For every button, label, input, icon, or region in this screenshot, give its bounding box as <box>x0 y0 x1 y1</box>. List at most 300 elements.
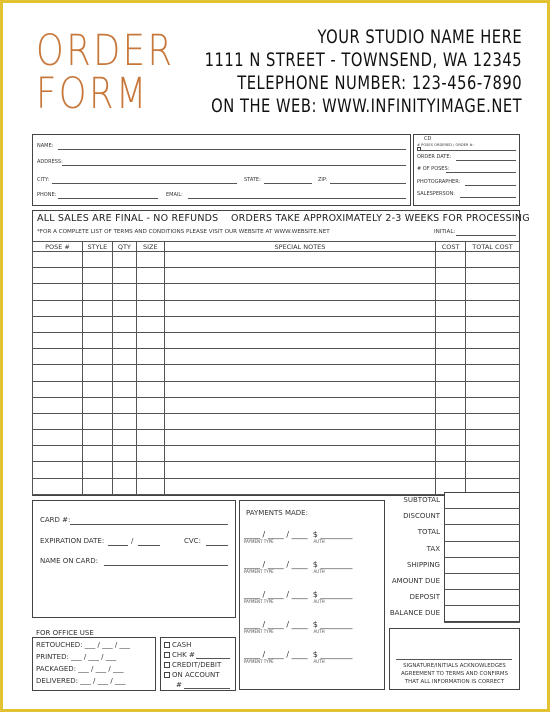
table-cell[interactable] <box>112 446 136 462</box>
summary-label: TOTAL <box>417 528 440 537</box>
table-cell[interactable] <box>436 332 466 348</box>
payment-date-year[interactable]: ____ <box>289 560 313 569</box>
table-cell[interactable] <box>136 284 164 300</box>
office-date-year[interactable]: ___ <box>119 641 130 649</box>
payment-type-label: PAYMENT TYPE <box>244 599 274 604</box>
office-date-sep-2: / <box>110 677 113 685</box>
table-cell[interactable] <box>112 332 136 348</box>
payment-date-sep-1: / <box>262 650 266 659</box>
summary-label: SUBTOTAL <box>403 496 440 504</box>
payment-row <box>244 530 384 544</box>
summary-value-field[interactable] <box>444 541 520 542</box>
payment-auth-label: AUTH <box>313 629 325 634</box>
table-cell[interactable] <box>466 252 520 268</box>
table-cell[interactable] <box>164 478 435 494</box>
payment-date-day[interactable]: ____ <box>265 620 287 629</box>
office-date-sep-2: / <box>114 641 118 649</box>
processing-notice: ORDERS TAKE APPROXIMATELY 2-3 WEEKS FOR PROCESSING <box>231 213 530 224</box>
payment-row <box>244 560 384 574</box>
office-row-label: RETOUCHED: <box>36 641 83 649</box>
table-cell[interactable] <box>33 446 83 462</box>
table-cell[interactable] <box>112 397 136 413</box>
state-field[interactable] <box>264 183 312 184</box>
office-row <box>36 665 123 674</box>
table-cell[interactable] <box>112 365 136 381</box>
payment-date-month[interactable]: ____ <box>244 650 263 659</box>
table-cell[interactable] <box>82 316 112 332</box>
table-cell[interactable] <box>466 268 520 284</box>
zip-label: ZIP: <box>318 177 328 183</box>
account-option[interactable] <box>164 671 220 680</box>
payment-auth-label: AUTH <box>313 539 325 544</box>
summary-label: DEPOSIT <box>409 593 440 602</box>
table-row <box>33 365 520 381</box>
table-cell[interactable] <box>33 478 83 494</box>
poses-ordered-label: # POSES ORDERED / ORDER #: <box>417 143 474 147</box>
office-date-day[interactable]: ___ <box>88 653 99 661</box>
table-cell[interactable] <box>136 316 164 332</box>
col-header-pose: POSE # <box>33 242 83 252</box>
payment-dollar-sign: $ <box>312 650 318 659</box>
payment-type-label: PAYMENT TYPE <box>244 659 274 664</box>
table-cell[interactable] <box>82 430 112 446</box>
table-cell[interactable] <box>112 268 136 284</box>
table-cell[interactable] <box>112 349 136 365</box>
table-cell[interactable] <box>112 300 136 316</box>
table-cell[interactable] <box>466 316 520 332</box>
payment-date-day[interactable]: ____ <box>265 650 287 659</box>
table-cell[interactable] <box>136 413 164 429</box>
payment-date-sep-2: / <box>286 530 290 539</box>
table-cell[interactable] <box>33 365 83 381</box>
summary-label: AMOUNT DUE <box>391 577 440 585</box>
email-field[interactable] <box>188 198 406 199</box>
payment-auth-label: AUTH <box>313 569 325 574</box>
payment-type-label: PAYMENT TYPE <box>244 629 274 634</box>
payment-dollar-sign: $ <box>312 590 318 599</box>
table-cell[interactable] <box>164 316 435 332</box>
num-poses-label: # OF POSES: <box>417 166 450 172</box>
table-cell[interactable] <box>466 430 520 446</box>
phone-field[interactable] <box>58 198 158 199</box>
table-row <box>33 413 520 429</box>
account-label: ON ACCOUNT <box>172 671 220 679</box>
signature-notice-line-1: SIGNATURE/INITIALS ACKNOWLEDGES <box>403 663 506 669</box>
table-cell[interactable] <box>466 284 520 300</box>
table-row <box>33 300 520 316</box>
table-cell[interactable] <box>33 284 83 300</box>
payment-date-line[interactable] <box>244 620 384 629</box>
studio-telephone: TELEPHONE NUMBER: 123-456-7890 <box>237 72 522 94</box>
cash-checkbox[interactable] <box>164 642 170 648</box>
table-cell[interactable] <box>164 397 435 413</box>
table-cell[interactable] <box>136 300 164 316</box>
initial-field[interactable] <box>456 235 516 236</box>
payment-date-sep-2: / <box>286 620 290 629</box>
office-date-sep-1: / <box>97 641 100 649</box>
table-cell[interactable] <box>164 252 435 268</box>
table-cell[interactable] <box>82 332 112 348</box>
table-cell[interactable] <box>82 397 112 413</box>
payment-date-sep-2: / <box>286 560 290 569</box>
studio-web: ON THE WEB: WWW.INFINITYIMAGE.NET <box>211 95 523 117</box>
table-cell[interactable] <box>33 381 83 397</box>
title-line-1: ORDER <box>36 26 175 76</box>
table-cell[interactable] <box>82 381 112 397</box>
col-header-qty: QTY <box>112 242 136 252</box>
table-cell[interactable] <box>82 284 112 300</box>
office-date-sep-2: / <box>101 653 104 661</box>
customer-info-box <box>32 134 411 206</box>
table-cell[interactable] <box>112 381 136 397</box>
summary-label: BALANCE DUE <box>389 609 440 618</box>
table-cell[interactable] <box>82 413 112 429</box>
payment-amount-field[interactable]: ________ <box>317 650 353 659</box>
table-row <box>33 268 520 284</box>
exp-sep: / <box>131 537 134 545</box>
salesperson-label: SALESPERSON: <box>417 191 455 197</box>
table-cell[interactable] <box>164 332 435 348</box>
table-cell[interactable] <box>136 365 164 381</box>
table-row <box>33 332 520 348</box>
table-cell[interactable] <box>466 413 520 429</box>
table-cell[interactable] <box>136 446 164 462</box>
summary-value-field[interactable] <box>444 524 520 525</box>
order-date-label: ORDER DATE: <box>417 154 452 160</box>
title-line-2: FORM <box>36 69 149 119</box>
table-cell[interactable] <box>33 332 83 348</box>
signature-notice-line-3: THAT ALL INFORMATION IS CORRECT <box>404 679 505 685</box>
table-cell[interactable] <box>33 349 83 365</box>
table-header-row <box>33 242 520 252</box>
payment-sub-labels <box>244 629 384 634</box>
summary-value-field[interactable] <box>444 508 520 509</box>
payment-date-line[interactable] <box>244 560 384 569</box>
payment-date-month[interactable]: ____ <box>244 590 263 599</box>
table-cell[interactable] <box>466 397 520 413</box>
email-label: EMAIL: <box>166 192 183 198</box>
payment-sub-labels <box>244 599 384 604</box>
name-field[interactable] <box>58 149 406 150</box>
table-cell[interactable] <box>82 268 112 284</box>
table-row <box>33 381 520 397</box>
office-date-day[interactable]: ___ <box>95 665 107 673</box>
name-on-card-field[interactable] <box>104 565 228 566</box>
office-date-sep-2: / <box>108 665 111 673</box>
table-row <box>33 349 520 365</box>
table-cell[interactable] <box>82 365 112 381</box>
studio-info <box>153 26 522 118</box>
table-cell[interactable] <box>436 462 466 478</box>
summary-value-field[interactable] <box>444 589 520 590</box>
order-date-field[interactable] <box>456 160 516 161</box>
payment-dollar-sign: $ <box>312 620 318 629</box>
payment-sub-labels <box>244 659 384 664</box>
payment-amount-field[interactable]: ________ <box>317 590 353 599</box>
table-cell[interactable] <box>136 462 164 478</box>
table-cell[interactable] <box>112 284 136 300</box>
office-row-label: DELIVERED: <box>36 677 79 685</box>
salesperson-field[interactable] <box>460 197 516 198</box>
table-cell[interactable] <box>436 430 466 446</box>
office-date-month[interactable]: ___ <box>84 641 96 649</box>
payment-date-day[interactable]: ____ <box>265 590 287 599</box>
table-cell[interactable] <box>164 284 435 300</box>
city-label: CITY: <box>37 177 50 183</box>
payment-date-line[interactable] <box>244 650 384 659</box>
table-row <box>33 430 520 446</box>
payment-date-line[interactable] <box>244 530 384 539</box>
table-row <box>33 397 520 413</box>
table-cell[interactable] <box>164 430 435 446</box>
summary-label: SHIPPING <box>407 560 440 569</box>
table-cell[interactable] <box>82 446 112 462</box>
table-cell[interactable] <box>436 349 466 365</box>
order-items-table <box>32 241 520 495</box>
payment-dollar-sign: $ <box>312 530 318 539</box>
payment-date-line[interactable] <box>244 590 384 599</box>
table-cell[interactable] <box>82 462 112 478</box>
table-cell[interactable] <box>136 430 164 446</box>
payment-date-year[interactable]: ____ <box>289 530 313 539</box>
payment-row <box>244 620 384 634</box>
payment-date-year[interactable]: ____ <box>289 590 313 599</box>
payment-date-day[interactable]: ____ <box>265 560 287 569</box>
table-cell[interactable] <box>466 446 520 462</box>
table-row <box>33 446 520 462</box>
photographer-label: PHOTOGRAPHER: <box>417 179 461 185</box>
payment-date-year[interactable]: ____ <box>289 620 313 629</box>
table-cell[interactable] <box>466 300 520 316</box>
studio-name: YOUR STUDIO NAME HERE <box>317 26 522 48</box>
payment-row <box>244 590 384 604</box>
office-use-title: FOR OFFICE USE <box>36 629 94 637</box>
cash-label: CASH <box>172 641 192 649</box>
table-cell[interactable] <box>136 397 164 413</box>
office-date-day[interactable]: ___ <box>102 641 113 649</box>
table-cell[interactable] <box>33 430 83 446</box>
table-cell[interactable] <box>164 446 435 462</box>
table-cell[interactable] <box>136 349 164 365</box>
office-date-year[interactable]: ___ <box>114 677 126 685</box>
terms-notice: *FOR A COMPLETE LIST OF TERMS AND CONDITIONS PLEASE VISIT OUR WEBSITE AT WWW.WEBSITE.NET <box>37 229 330 235</box>
zip-field[interactable] <box>330 183 406 184</box>
payment-date-month[interactable]: ____ <box>244 560 263 569</box>
table-cell[interactable] <box>112 252 136 268</box>
payment-date-day[interactable]: ____ <box>265 530 287 539</box>
table-cell[interactable] <box>466 381 520 397</box>
table-cell[interactable] <box>33 268 83 284</box>
payment-amount-field[interactable]: ________ <box>317 530 353 539</box>
office-date-month[interactable]: ___ <box>80 677 91 685</box>
poses-ordered-field[interactable] <box>417 150 516 151</box>
office-date-year[interactable]: ___ <box>112 665 124 673</box>
name-label: NAME: <box>37 143 54 149</box>
table-cell[interactable] <box>112 413 136 429</box>
payment-date-month[interactable]: ____ <box>244 620 263 629</box>
table-cell[interactable] <box>164 268 435 284</box>
table-cell[interactable] <box>436 300 466 316</box>
name-on-card-label: NAME ON CARD: <box>40 557 98 565</box>
exp-year-field[interactable] <box>138 545 160 546</box>
expiration-label: EXPIRATION DATE: <box>40 537 105 545</box>
cvc-field[interactable] <box>206 545 228 546</box>
payments-title: PAYMENTS MADE: <box>246 509 308 517</box>
payment-auth-label: AUTH <box>313 659 325 664</box>
signature-notice <box>389 662 520 686</box>
table-cell[interactable] <box>436 268 466 284</box>
table-row <box>33 284 520 300</box>
col-header-cost: COST <box>436 242 466 252</box>
payment-auth-label: AUTH <box>313 599 325 604</box>
account-number-label: # <box>176 681 182 689</box>
table-cell[interactable] <box>436 381 466 397</box>
table-cell[interactable] <box>466 332 520 348</box>
summary-value-field[interactable] <box>444 557 520 558</box>
card-number-field[interactable] <box>70 524 228 525</box>
payment-date-sep-2: / <box>286 650 290 659</box>
exp-month-field[interactable] <box>108 545 128 546</box>
office-date-month[interactable]: ___ <box>71 653 82 661</box>
table-cell[interactable] <box>436 316 466 332</box>
account-checkbox[interactable] <box>164 672 170 678</box>
table-cell[interactable] <box>33 462 83 478</box>
payment-date-sep-1: / <box>262 560 266 569</box>
office-date-day[interactable]: ___ <box>97 677 109 685</box>
office-row-label: PACKAGED: <box>36 665 77 673</box>
address-label: ADDRESS: <box>37 159 63 165</box>
table-cell[interactable] <box>436 413 466 429</box>
photographer-field[interactable] <box>465 185 516 186</box>
check-label: CHK # <box>172 651 195 659</box>
table-cell[interactable] <box>164 349 435 365</box>
table-cell[interactable] <box>33 300 83 316</box>
credit-option[interactable] <box>164 661 221 670</box>
payment-sub-labels <box>244 539 384 544</box>
payment-date-sep-1: / <box>262 530 266 539</box>
table-cell[interactable] <box>33 252 83 268</box>
office-date-month[interactable]: ___ <box>78 665 89 673</box>
col-header-size: SIZE <box>136 242 164 252</box>
col-header-total: TOTAL COST <box>466 242 520 252</box>
office-date-year[interactable]: ___ <box>105 653 117 661</box>
table-cell[interactable] <box>136 332 164 348</box>
cd-label: CD <box>424 136 432 142</box>
table-row <box>33 316 520 332</box>
table-cell[interactable] <box>164 381 435 397</box>
payment-date-year[interactable]: ____ <box>289 650 313 659</box>
table-cell[interactable] <box>82 349 112 365</box>
summary-value-field[interactable] <box>444 573 520 574</box>
table-row <box>33 462 520 478</box>
table-cell[interactable] <box>112 478 136 494</box>
table-cell[interactable] <box>436 284 466 300</box>
check-option[interactable] <box>164 651 195 660</box>
credit-label: CREDIT/DEBIT <box>172 661 222 669</box>
state-label: STATE: <box>244 177 261 183</box>
check-number-field[interactable] <box>196 658 230 659</box>
office-row <box>36 677 125 686</box>
table-cell[interactable] <box>466 349 520 365</box>
col-header-notes: SPECIAL NOTES <box>164 242 435 252</box>
table-cell[interactable] <box>436 365 466 381</box>
cash-option[interactable] <box>164 641 191 650</box>
table-cell[interactable] <box>164 462 435 478</box>
office-row-label: PRINTED: <box>36 653 69 661</box>
payment-sub-labels <box>244 569 384 574</box>
table-cell[interactable] <box>164 365 435 381</box>
payment-date-sep-1: / <box>262 620 266 629</box>
table-cell[interactable] <box>82 300 112 316</box>
payment-amount-field[interactable]: ________ <box>317 620 353 629</box>
cvc-label: CVC: <box>184 537 201 545</box>
office-date-sep-1: / <box>93 677 96 685</box>
initial-label: INITIAL: <box>434 229 456 235</box>
table-cell[interactable] <box>136 478 164 494</box>
num-poses-field[interactable] <box>446 172 516 173</box>
table-cell[interactable] <box>112 462 136 478</box>
payment-date-sep-2: / <box>286 590 290 599</box>
account-number-field[interactable] <box>184 688 230 689</box>
table-cell[interactable] <box>436 446 466 462</box>
payment-date-month[interactable]: ____ <box>244 530 263 539</box>
office-row <box>36 653 116 662</box>
signature-notice-line-2: AGREEMENT TO TERMS AND CONFIRMS <box>400 671 509 677</box>
payment-type-label: PAYMENT TYPE <box>244 569 274 574</box>
office-date-sep-1: / <box>91 665 94 673</box>
payment-date-sep-1: / <box>262 590 266 599</box>
studio-address: 1111 N STREET - TOWNSEND, WA 12345 <box>204 49 522 71</box>
table-cell[interactable] <box>164 413 435 429</box>
summary-value-field[interactable] <box>444 622 520 623</box>
table-cell[interactable] <box>466 365 520 381</box>
table-cell[interactable] <box>164 300 435 316</box>
payment-type-label: PAYMENT TYPE <box>244 539 274 544</box>
payment-dollar-sign: $ <box>312 560 318 569</box>
table-cell[interactable] <box>436 252 466 268</box>
no-refunds-notice: ALL SALES ARE FINAL - NO REFUNDS <box>37 213 219 224</box>
table-cell[interactable] <box>436 397 466 413</box>
phone-label: PHONE: <box>37 192 57 198</box>
table-cell[interactable] <box>82 252 112 268</box>
payment-amount-field[interactable]: ________ <box>317 560 353 569</box>
check-checkbox[interactable] <box>164 652 170 658</box>
table-cell[interactable] <box>33 397 83 413</box>
table-row <box>33 252 520 268</box>
city-field[interactable] <box>52 183 237 184</box>
summary-label: DISCOUNT <box>403 512 440 521</box>
office-date-sep-1: / <box>83 653 87 661</box>
table-cell[interactable] <box>112 430 136 446</box>
address-field[interactable] <box>62 165 406 166</box>
table-cell[interactable] <box>82 478 112 494</box>
summary-label: TAX <box>426 544 440 553</box>
table-cell[interactable] <box>136 381 164 397</box>
card-number-label: CARD #: <box>40 516 71 524</box>
table-cell[interactable] <box>136 268 164 284</box>
col-header-style: STYLE <box>82 242 112 252</box>
credit-checkbox[interactable] <box>164 662 170 668</box>
table-cell[interactable] <box>466 462 520 478</box>
summary-value-field[interactable] <box>444 605 520 606</box>
table-cell[interactable] <box>33 413 83 429</box>
office-row <box>36 641 130 650</box>
signature-line[interactable] <box>396 659 512 660</box>
table-cell[interactable] <box>33 316 83 332</box>
payment-row <box>244 650 384 664</box>
table-cell[interactable] <box>136 252 164 268</box>
table-cell[interactable] <box>112 316 136 332</box>
